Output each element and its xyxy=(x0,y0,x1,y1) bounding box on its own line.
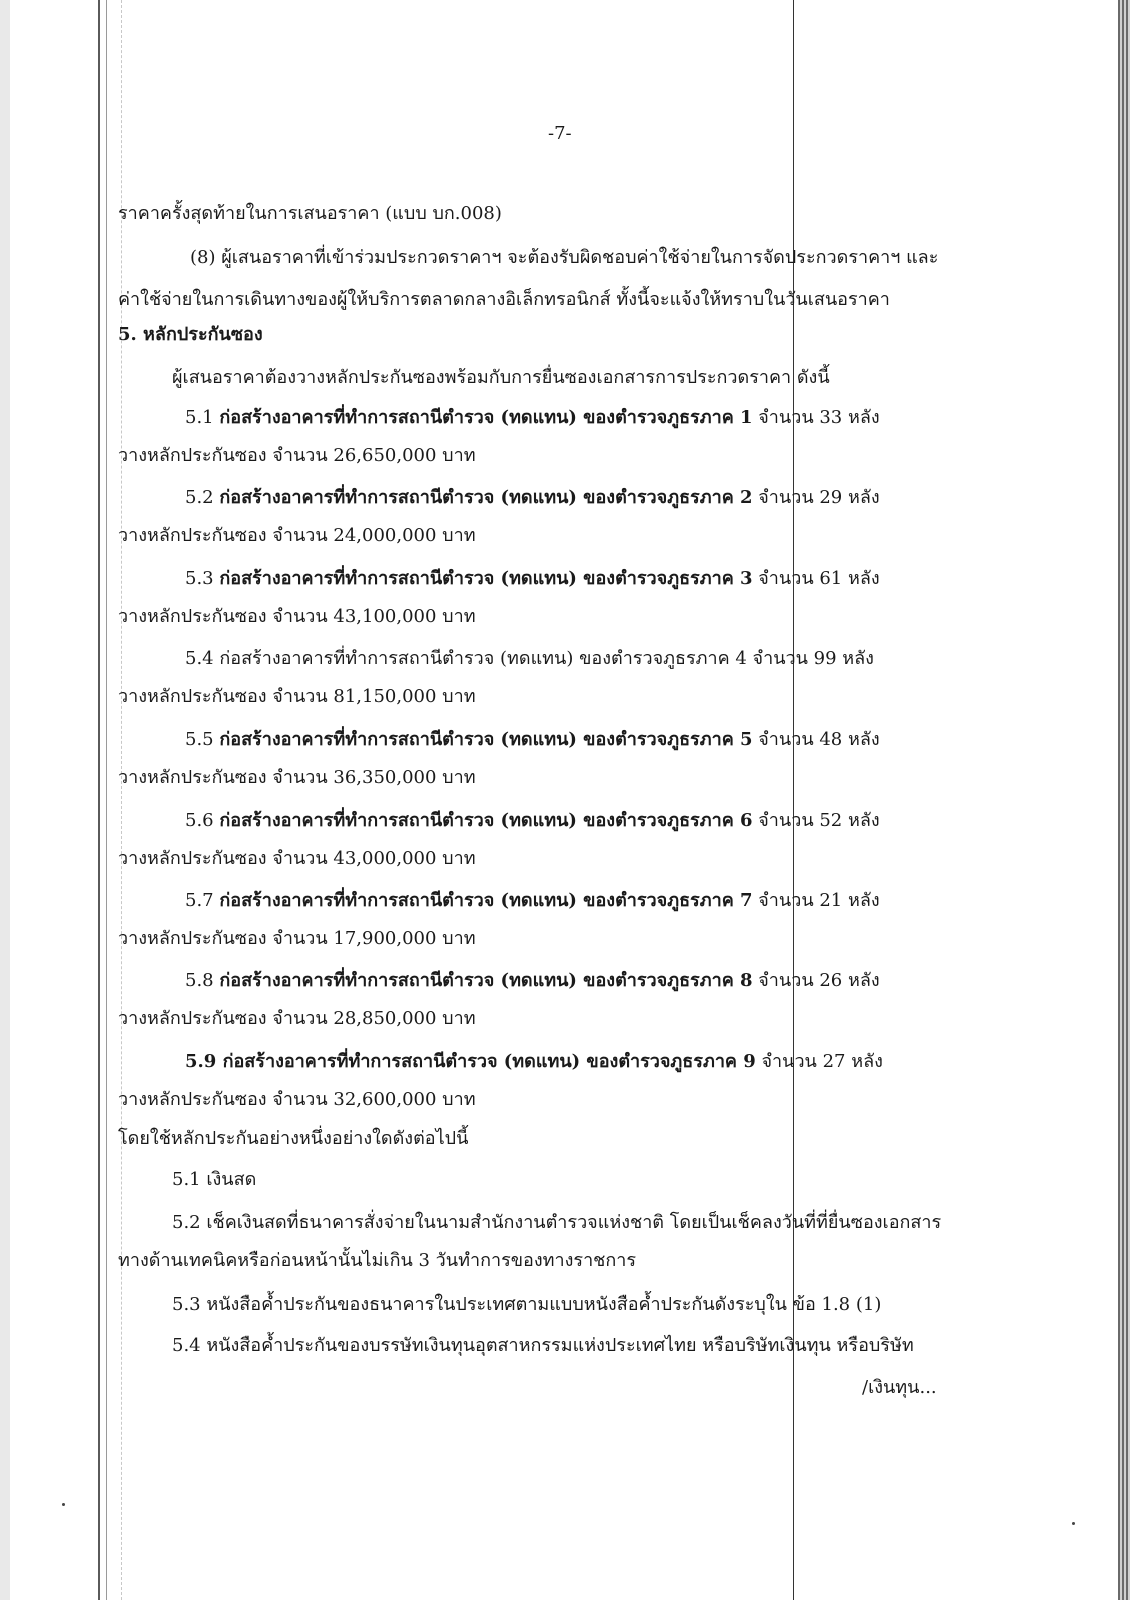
scan-edge-right xyxy=(1118,0,1130,1600)
text-line: (8) ผู้เสนอราคาที่เข้าร่วมประกวดราคาฯ จะต้องรับผิดชอบค่าใช้จ่ายในการจัดประกวดราคาฯ และ xyxy=(190,247,939,268)
section-heading: 5. หลักประกันซอง xyxy=(118,324,263,345)
option-line: 5.4 หนังสือค้ำประกันของบรรษัทเงินทุนอุตสาหกรรมแห่งประเทศไทย หรือบริษัทเงินทุน หรือบริษัท xyxy=(172,1335,914,1356)
item-line: 5.9 ก่อสร้างอาคารที่ทำการสถานีตำรวจ (ทดแทน) ของตำรวจภูธรภาค 9 จำนวน 27 หลัง xyxy=(185,1051,883,1072)
guarantee-line: วางหลักประกันซอง จำนวน 28,850,000 บาท xyxy=(118,1008,476,1029)
text-line: ผู้เสนอราคาต้องวางหลักประกันซองพร้อมกับการยื่นซองเอกสารการประกวดราคา ดังนี้ xyxy=(172,367,830,388)
item-line: 5.4 ก่อสร้างอาคารที่ทำการสถานีตำรวจ (ทดแทน) ของตำรวจภูธรภาค 4 จำนวน 99 หลัง xyxy=(185,648,874,669)
item-line: 5.1 ก่อสร้างอาคารที่ทำการสถานีตำรวจ (ทดแทน) ของตำรวจภูธรภาค 1 จำนวน 33 หลัง xyxy=(185,407,880,428)
scan-edge-left xyxy=(0,0,10,1600)
item-line: 5.5 ก่อสร้างอาคารที่ทำการสถานีตำรวจ (ทดแทน) ของตำรวจภูธรภาค 5 จำนวน 48 หลัง xyxy=(185,729,880,750)
guarantee-line: วางหลักประกันซอง จำนวน 17,900,000 บาท xyxy=(118,928,476,949)
scan-speck xyxy=(62,1503,65,1506)
text-line: ราคาครั้งสุดท้ายในการเสนอราคา (แบบ บก.008) xyxy=(118,203,502,224)
option-line: 5.3 หนังสือค้ำประกันของธนาคารในประเทศตามแบบหนังสือค้ำประกันดังระบุใน ข้อ 1.8 (1) xyxy=(172,1294,882,1315)
option-line: 5.2 เช็คเงินสดที่ธนาคารสั่งจ่ายในนามสำนักงานตำรวจแห่งชาติ โดยเป็นเช็คลงวันที่ที่ยื่นซองเอกสาร xyxy=(172,1212,942,1233)
guarantee-line: วางหลักประกันซอง จำนวน 32,600,000 บาท xyxy=(118,1089,476,1110)
item-line: 5.6 ก่อสร้างอาคารที่ทำการสถานีตำรวจ (ทดแทน) ของตำรวจภูธรภาค 6 จำนวน 52 หลัง xyxy=(185,810,880,831)
scan-fold-line xyxy=(793,0,794,1600)
guarantee-line: วางหลักประกันซอง จำนวน 26,650,000 บาท xyxy=(118,445,476,466)
scan-speck xyxy=(1072,1522,1075,1525)
text-line: ค่าใช้จ่ายในการเดินทางของผู้ให้บริการตลาดกลางอิเล็กทรอนิกส์ ทั้งนี้จะแจ้งให้ทราบในวันเสนอราคา xyxy=(118,289,890,310)
scan-binding-line xyxy=(98,0,100,1600)
option-line: ทางด้านเทคนิคหรือก่อนหน้านั้นไม่เกิน 3 วันทำการของทางราชการ xyxy=(118,1250,637,1271)
page-number: -7- xyxy=(548,123,572,144)
item-line: 5.3 ก่อสร้างอาคารที่ทำการสถานีตำรวจ (ทดแทน) ของตำรวจภูธรภาค 3 จำนวน 61 หลัง xyxy=(185,568,880,589)
option-line: 5.1 เงินสด xyxy=(172,1169,257,1190)
item-line: 5.7 ก่อสร้างอาคารที่ทำการสถานีตำรวจ (ทดแทน) ของตำรวจภูธรภาค 7 จำนวน 21 หลัง xyxy=(185,890,880,911)
text-line: โดยใช้หลักประกันอย่างหนึ่งอย่างใดดังต่อไปนี้ xyxy=(118,1128,469,1149)
guarantee-line: วางหลักประกันซอง จำนวน 43,100,000 บาท xyxy=(118,606,476,627)
guarantee-line: วางหลักประกันซอง จำนวน 36,350,000 บาท xyxy=(118,767,476,788)
guarantee-line: วางหลักประกันซอง จำนวน 43,000,000 บาท xyxy=(118,848,476,869)
guarantee-line: วางหลักประกันซอง จำนวน 81,150,000 บาท xyxy=(118,686,476,707)
item-line: 5.2 ก่อสร้างอาคารที่ทำการสถานีตำรวจ (ทดแทน) ของตำรวจภูธรภาค 2 จำนวน 29 หลัง xyxy=(185,487,880,508)
scan-binding-line-thin xyxy=(106,0,107,1600)
guarantee-line: วางหลักประกันซอง จำนวน 24,000,000 บาท xyxy=(118,525,476,546)
continuation-text: /เงินทุน... xyxy=(862,1377,937,1398)
scan-guide-dashed xyxy=(121,0,122,1600)
item-line: 5.8 ก่อสร้างอาคารที่ทำการสถานีตำรวจ (ทดแทน) ของตำรวจภูธรภาค 8 จำนวน 26 หลัง xyxy=(185,970,880,991)
